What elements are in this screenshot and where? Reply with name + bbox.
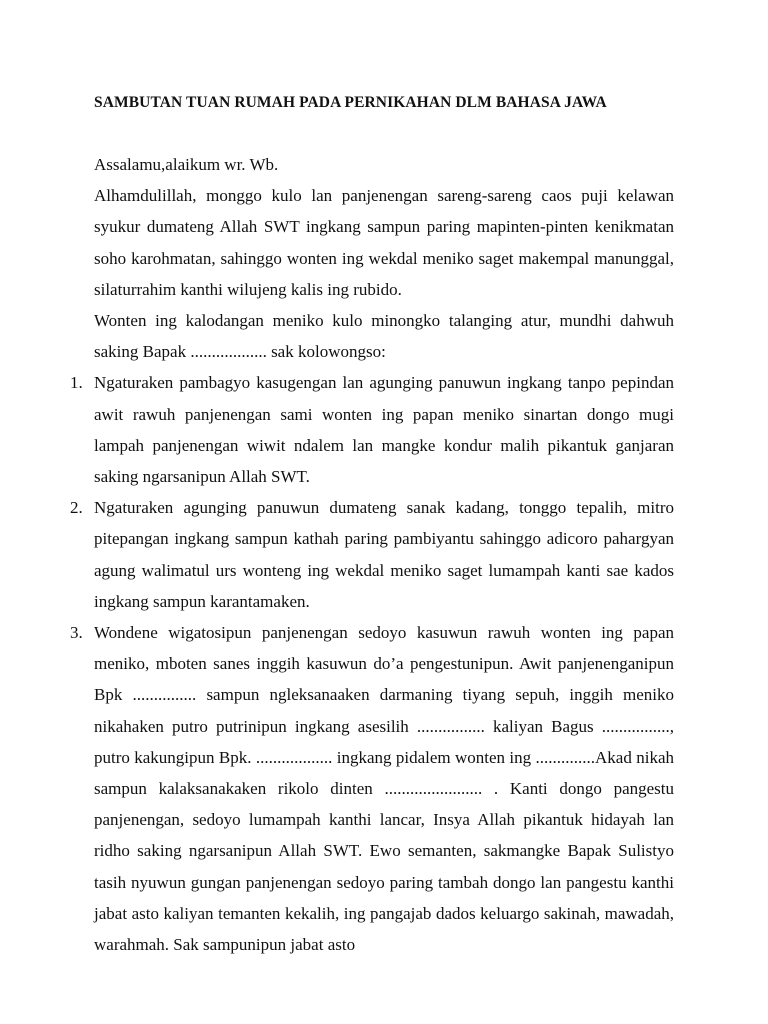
numbered-list [70, 367, 674, 960]
list-item-number: 2. [70, 498, 83, 518]
document-title: SAMBUTAN TUAN RUMAH PADA PERNIKAHAN DLM BAHASA JAWA [94, 94, 607, 111]
document-body [70, 149, 674, 960]
list-item-number: 3. [70, 623, 83, 643]
greeting-line: Assalamu,alaikum wr. Wb. [94, 155, 279, 174]
opening-paragraph: Alhamdulillah, monggo kulo lan panjenengan sareng-sareng caos puji kelawan syukur dumateng Allah SWT ingkang sampun paring mapinten-pinten kenikmatan soho karohmatan, sahinggo wonten ing wekdal meniko saget makempal manunggal, silaturrahim kanthi wilujeng kalis ing rubido. [94, 186, 674, 299]
list-item-text: Ngaturaken pambagyo kasugengan lan agunging panuwun ingkang tanpo pepindan awit rawuh panjenengan sami wonten ing papan meniko sinartan dongo mugi lampah panjenengan wiwit ndalem lan mangke kondur malih pikantuk ganjaran saking ngarsanipun Allah SWT. [94, 373, 674, 487]
list-item [70, 617, 674, 960]
list-item-number: 1. [70, 373, 83, 393]
intro-paragraph: Wonten ing kalodangan meniko kulo minongko talanging atur, mundhi dahwuh saking Bapak .................. sak kolowongso: [94, 311, 674, 362]
list-item-text: Wondene wigatosipun panjenengan sedoyo kasuwun rawuh wonten ing papan meniko, mboten sanes inggih kasuwun do’a pengestunipun. Awit panjenenganipun Bpk ............... sampun ngleksanaaken darmaning tiyang sepuh, inggih meniko nikahaken putro putrinipun ingkang asesilih ................ kaliyan Bagus ................, putro kakungipun Bpk. .................. ingkang pidalem wonten ing ..............Akad nikah sampun kalaksanakaken rikolo dinten ....................... . Kanti dongo pangestu panjenengan, sedoyo lumampah kanthi lancar, Insya Allah pikantuk hidayah lan ridho saking ngarsanipun Allah SWT. Ewo semanten, sakmangke Bapak Sulistyo tasih nyuwun gungan panjenengan sedoyo paring tambah dongo lan pangestu kanthi jabat asto kaliyan temanten kekalih, ing pangajab dados keluargo sakinah, mawadah, warahmah. Sak sampunipun jabat asto [94, 623, 674, 955]
list-item-text: Ngaturaken agunging panuwun dumateng sanak kadang, tonggo tepalih, mitro pitepangan ingkang sampun kathah paring pambiyantu sahinggo adicoro pahargyan agung walimatul urs wonteng ing wekdal meniko saget lumampah kanti sae kados ingkang sampun karantamaken. [94, 498, 674, 611]
list-item [70, 492, 674, 617]
list-item [70, 367, 674, 492]
